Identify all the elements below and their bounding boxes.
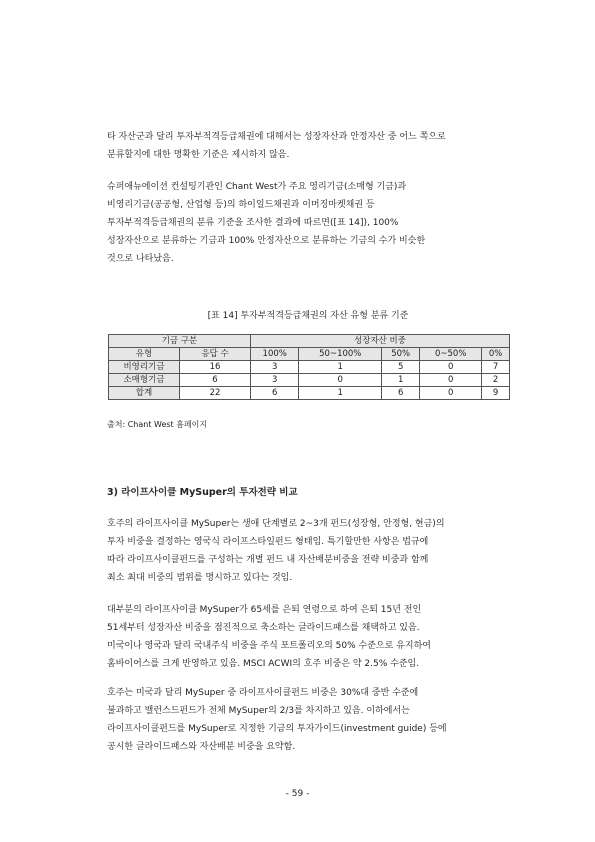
paragraph-5: [107, 684, 509, 756]
paragraph-4: [107, 601, 509, 673]
text-line: 분류할지에 대한 명확한 기준은 제시하지 않음.: [107, 150, 290, 160]
table-cell: 비영리기금: [109, 361, 180, 374]
table-cell: 소매형기금: [109, 374, 180, 387]
column-header: 0%: [482, 348, 510, 361]
table-cell: 9: [482, 387, 510, 400]
text-line: 것으로 나타났음.: [107, 254, 174, 264]
page-number: - 59 -: [285, 789, 310, 799]
text-line: 비영리기금(공공형, 산업형 등)의 하이일드채권과 이머징마켓채권 등: [107, 200, 375, 210]
table-cell: 7: [482, 361, 510, 374]
text-line: 슈퍼애뉴에이션 컨설팅기관인 Chant West가 주요 영리기금(소매형 기금)과: [107, 182, 407, 192]
text-line: 라이프사이클펀드를 MySuper로 지정한 기금의 투자가이드(investment guide) 등에: [107, 724, 447, 734]
table-cell: 6: [180, 374, 251, 387]
text-line: 호주는 미국과 달리 MySuper 중 라이프사이클펀드 비중은 30%대 중반 수준에: [107, 688, 419, 698]
text-line: 공시한 글라이드패스와 자산배분 비중을 요약함.: [107, 742, 296, 752]
table-source: 출처: Chant West 홈페이지: [107, 420, 208, 429]
text-line: 타 자산군과 달리 투자부적격등급채권에 대해서는 성장자산과 안정자산 중 어느 쪽으로: [107, 132, 446, 142]
column-header: 50%: [382, 348, 420, 361]
table-cell: 1: [382, 374, 420, 387]
text-line: 51세부터 성장자산 비중을 점진적으로 축소하는 글라이드패스를 채택하고 있음.: [107, 623, 420, 633]
table-cell: 2: [482, 374, 510, 387]
table-cell: 16: [180, 361, 251, 374]
text-line: 투자부적격등급채권의 분류 기준을 조사한 결과에 따르면([표 14]), 100%: [107, 218, 399, 228]
text-line: 홈바이어스를 크게 반영하고 있음. MSCI ACWI의 호주 비중은 약 2.5% 수준임.: [107, 659, 420, 669]
table-cell: 5: [382, 361, 420, 374]
text-line: 대부분의 라이프사이클 MySuper가 65세를 은퇴 연령으로 하여 은퇴 15년 전인: [107, 605, 422, 615]
table-cell: 6: [251, 387, 299, 400]
paragraph-2: [107, 178, 509, 268]
column-header: 응답 수: [180, 348, 251, 361]
table-group-header-row: [109, 335, 510, 348]
table-row: [109, 361, 510, 374]
paragraph-3: [107, 515, 509, 587]
table-cell: 0: [299, 374, 382, 387]
table-column-header-row: [109, 348, 510, 361]
table-cell: 22: [180, 387, 251, 400]
column-header: 유형: [109, 348, 180, 361]
table-cell: 0: [420, 387, 482, 400]
table-cell: 0: [420, 374, 482, 387]
table-cell: 6: [382, 387, 420, 400]
table-cell: 3: [251, 374, 299, 387]
paragraph-1: [107, 128, 509, 164]
group-header-growth-weight: 성장자산 비중: [251, 335, 510, 348]
column-header: 100%: [251, 348, 299, 361]
table-cell: 1: [299, 387, 382, 400]
table-row: [109, 374, 510, 387]
section-heading: 3) 라이프사이클 MySuper의 투자전략 비교: [107, 487, 298, 498]
table-cell: 3: [251, 361, 299, 374]
text-line: 최소 최대 비중의 범위를 명시하고 있다는 것임.: [107, 573, 293, 583]
table-cell: 0: [420, 361, 482, 374]
column-header: 0~50%: [420, 348, 482, 361]
table-cell: 합계: [109, 387, 180, 400]
table-row-total: [109, 387, 510, 400]
asset-classification-table: [108, 334, 510, 400]
group-header-fund-type: 기금 구분: [109, 335, 251, 348]
table-caption: [표 14] 투자부적격등급채권의 자산 유형 분류 기준: [207, 311, 409, 321]
table-cell: 1: [299, 361, 382, 374]
text-line: 투자 비중을 결정하는 영국식 라이프스타일펀드 형태임. 특기할만한 사항은 법규에: [107, 537, 429, 547]
column-header: 50~100%: [299, 348, 382, 361]
text-line: 따라 라이프사이클펀드를 구성하는 개별 펀드 내 자산배분비중을 전략 비중과 함께: [107, 555, 429, 565]
text-line: 불과하고 밸런스드펀드가 전체 MySuper의 2/3를 차지하고 있음. 이하에서는: [107, 706, 410, 716]
text-line: 호주의 라이프사이클 MySuper는 생애 단계별로 2~3개 펀드(성장형, 안정형, 현금)의: [107, 519, 445, 529]
text-line: 미국이나 영국과 달리 국내주식 비중을 주식 포트폴리오의 50% 수준으로 유지하여: [107, 641, 431, 651]
text-line: 성장자산으로 분류하는 기금과 100% 안정자산으로 분류하는 기금의 수가 비슷한: [107, 236, 426, 246]
